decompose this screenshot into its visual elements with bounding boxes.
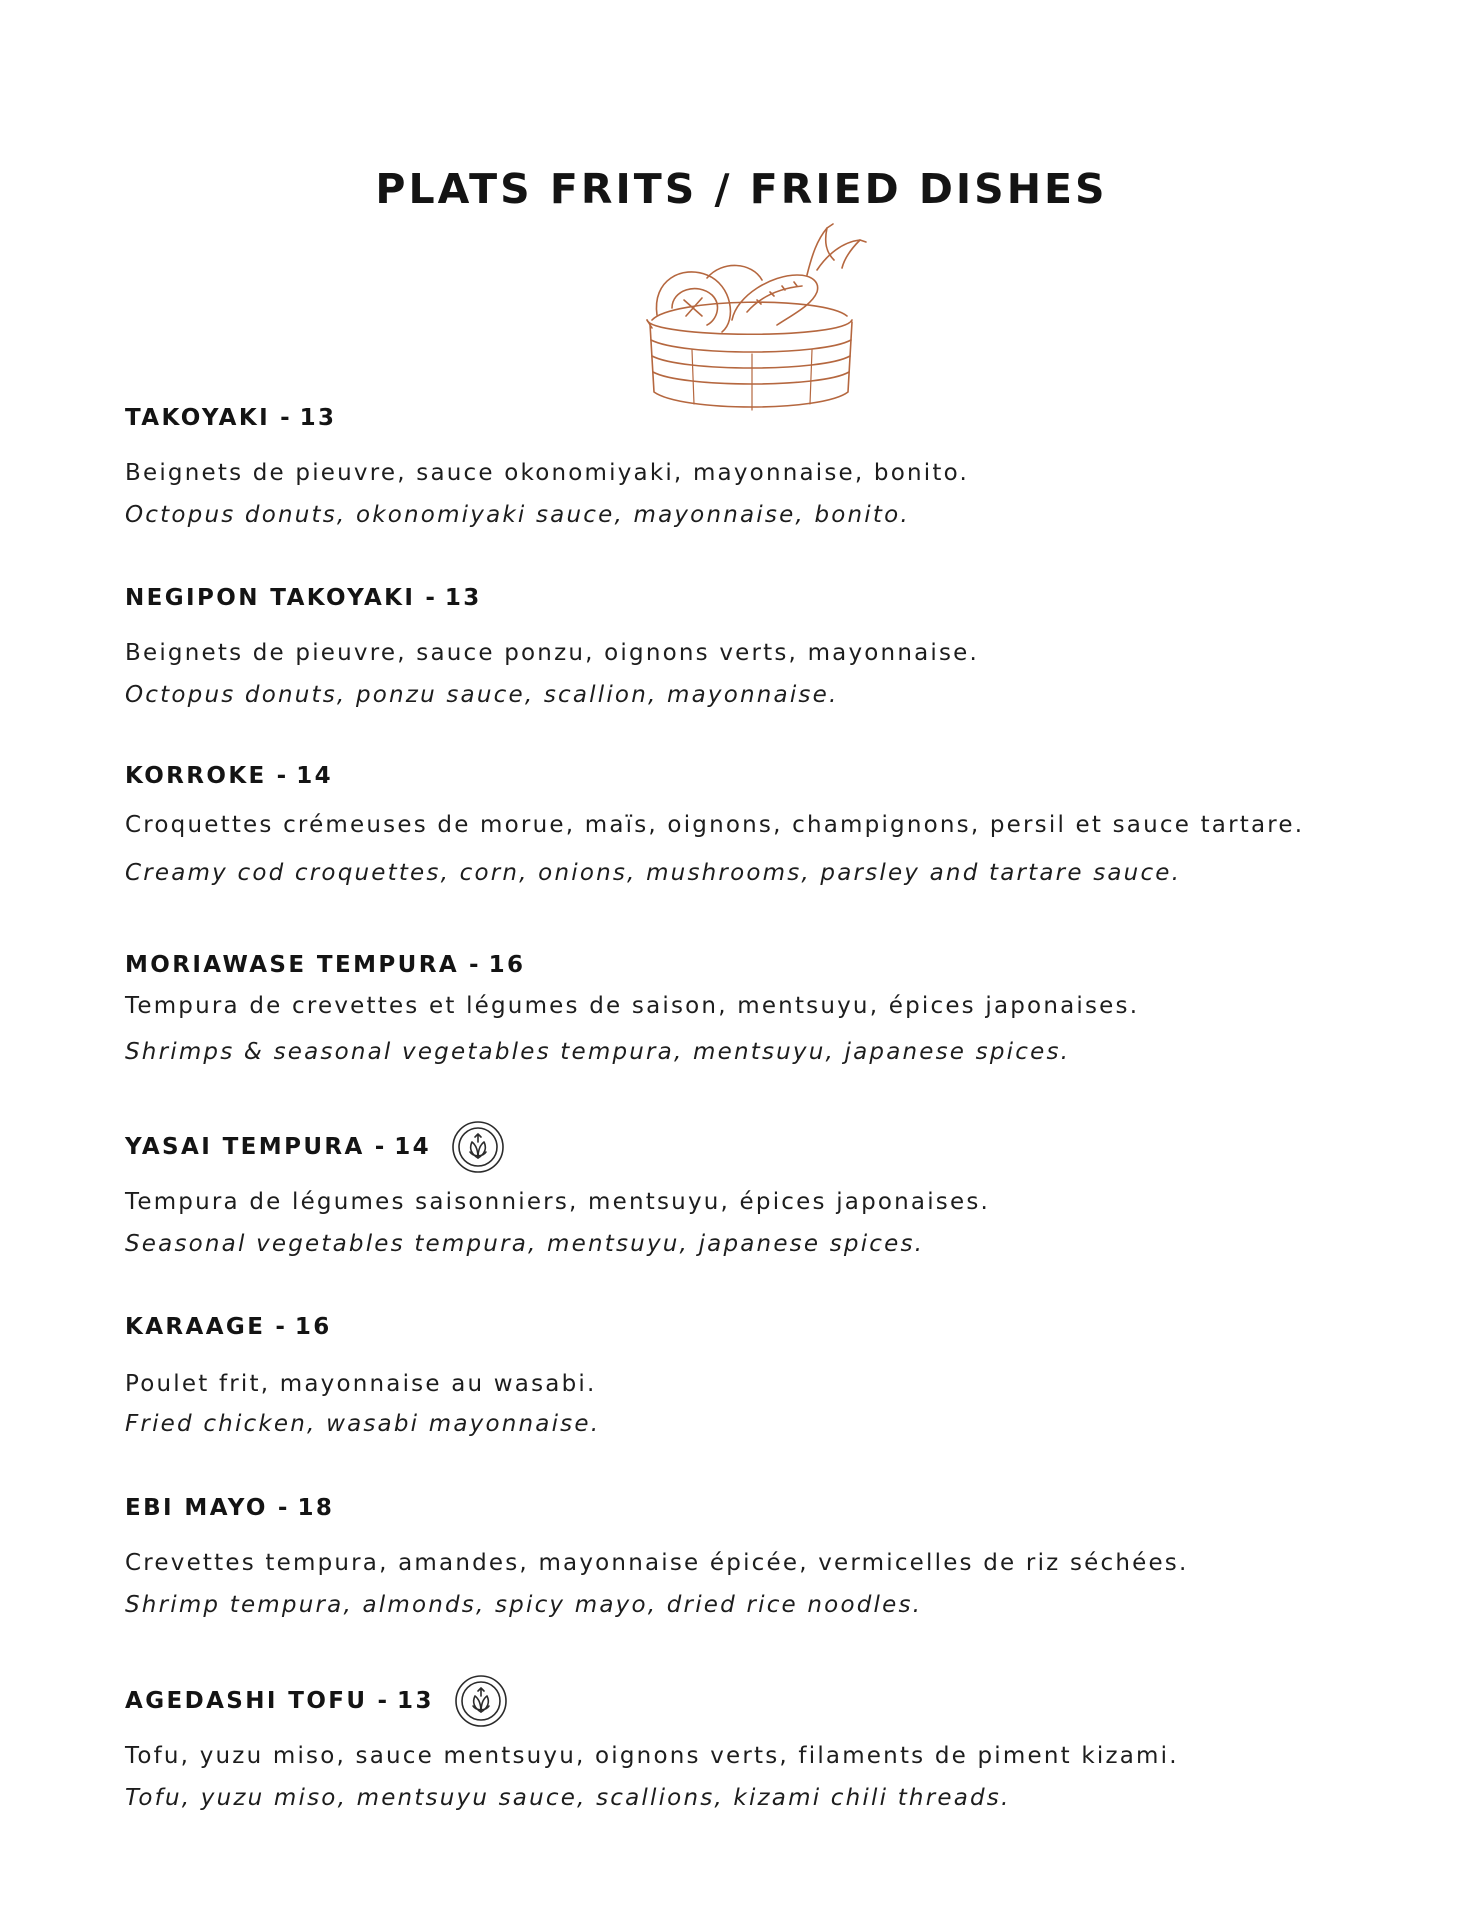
dish-price: 14: [394, 1134, 432, 1160]
dish-separator: -: [275, 1314, 285, 1340]
dish-header: [125, 398, 336, 438]
menu-item: [125, 945, 1375, 1085]
dish-name: YASAI TEMPURA: [125, 1134, 365, 1160]
page-title: PLATS FRITS / FRIED DISHES: [375, 165, 1108, 214]
dish-header: [125, 1127, 505, 1167]
dish-header: [125, 945, 525, 985]
menu-item: [125, 1488, 1375, 1628]
dish-separator: -: [276, 763, 287, 789]
dish-description-en: Seasonal vegetables tempura, mentsuyu, japanese spices.: [125, 1231, 925, 1257]
dish-description-fr: Tofu, yuzu miso, sauce mentsuyu, oignons verts, filaments de piment kizami.: [125, 1743, 1179, 1769]
dish-description-en: Creamy cod croquettes, corn, onions, mushrooms, parsley and tartare sauce.: [125, 860, 1182, 886]
dish-description-en: Octopus donuts, okonomiyaki sauce, mayonnaise, bonito.: [125, 502, 910, 528]
dish-description-fr: Poulet frit, mayonnaise au wasabi.: [125, 1371, 597, 1397]
dish-header: [125, 1681, 508, 1721]
menu-item: [125, 756, 1375, 896]
dish-separator: -: [425, 585, 435, 611]
dish-price: 13: [299, 405, 337, 431]
menu-item: [125, 398, 1375, 538]
dish-separator: -: [280, 405, 290, 431]
dish-header: [125, 578, 482, 618]
dish-separator: -: [277, 1495, 288, 1521]
dish-description-en: Shrimp tempura, almonds, spicy mayo, dried rice noodles.: [125, 1592, 923, 1618]
dish-name: KORROKE: [125, 763, 267, 789]
menu-item: [125, 1681, 1375, 1821]
dish-name: EBI MAYO: [125, 1495, 268, 1521]
dish-description-fr: Beignets de pieuvre, sauce okonomiyaki, mayonnaise, bonito.: [125, 460, 969, 486]
dish-header: [125, 756, 333, 796]
dish-description-en: Shrimps & seasonal vegetables tempura, mentsuyu, japanese spices.: [125, 1039, 1071, 1065]
dish-name: TAKOYAKI: [125, 405, 271, 431]
dish-separator: -: [469, 952, 479, 978]
menu-item: [125, 1307, 1375, 1447]
vegetarian-leaf-icon: [454, 1674, 508, 1728]
dish-description-fr: Tempura de crevettes et légumes de saison, mentsuyu, épices japonaises.: [125, 993, 1140, 1019]
dish-name: KARAAGE: [125, 1314, 266, 1340]
dish-name: NEGIPON TAKOYAKI: [125, 585, 416, 611]
dish-description-fr: Beignets de pieuvre, sauce ponzu, oignons verts, mayonnaise.: [125, 640, 980, 666]
dish-header: [125, 1307, 332, 1347]
tempura-basket-illustration: [612, 220, 880, 420]
vegetarian-leaf-icon: [451, 1120, 505, 1174]
dish-description-en: Fried chicken, wasabi mayonnaise.: [125, 1411, 601, 1437]
menu-item: [125, 1127, 1375, 1267]
dish-separator: -: [374, 1134, 385, 1160]
dish-price: 16: [488, 952, 526, 978]
dish-price: 13: [444, 585, 482, 611]
dish-name: AGEDASHI TOFU: [125, 1688, 368, 1714]
menu-item: [125, 578, 1375, 718]
dish-price: 14: [296, 763, 334, 789]
dish-price: 13: [397, 1688, 434, 1714]
dish-separator: -: [377, 1688, 388, 1714]
dish-price: 18: [297, 1495, 335, 1521]
dish-description-en: Octopus donuts, ponzu sauce, scallion, mayonnaise.: [125, 682, 839, 708]
dish-description-fr: Tempura de légumes saisonniers, mentsuyu, épices japonaises.: [125, 1189, 991, 1215]
dish-description-fr: Crevettes tempura, amandes, mayonnaise épicée, vermicelles de riz séchées.: [125, 1550, 1189, 1576]
dish-header: [125, 1488, 334, 1528]
dish-name: MORIAWASE TEMPURA: [125, 952, 460, 978]
dish-description-en: Tofu, yuzu miso, mentsuyu sauce, scallions, kizami chili threads.: [125, 1785, 1011, 1811]
dish-price: 16: [294, 1314, 332, 1340]
dish-description-fr: Croquettes crémeuses de morue, maïs, oignons, champignons, persil et sauce tartare.: [125, 812, 1305, 838]
